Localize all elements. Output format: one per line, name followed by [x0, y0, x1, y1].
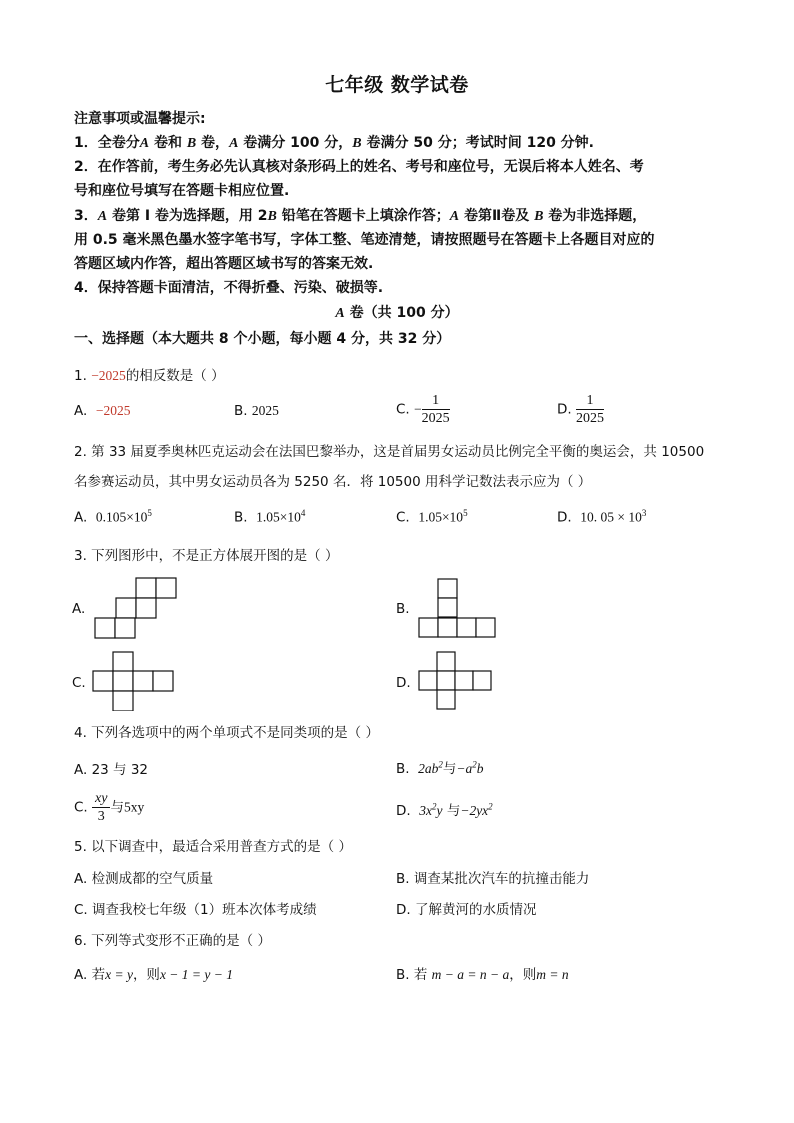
notes-heading: 注意事项或温馨提示: [74, 111, 206, 127]
q5-option-b: B. 调查某批次汽车的抗撞击能力 [396, 871, 590, 887]
part-1-heading: 一、选择题（本大题共 8 个小题，每小题 4 分，共 32 分） [74, 331, 451, 347]
q3-option-d-net [418, 651, 494, 711]
question-2-line-1: 2. 第 33 届夏季奥林匹克运动会在法国巴黎举办，这是首届男女运动员比例完全平衡的奥运会，共 10500 [74, 444, 705, 460]
q1-d-fraction: $\frac{1}{2025}$ [575, 393, 604, 426]
note-3-line-1: 3．A 卷第 Ⅰ 卷为选择题，用 2B 铅笔在答题卡上填涂作答；A 卷第Ⅱ卷及 B 卷为非选择题， [74, 208, 647, 224]
q1-c-fraction: $\frac{1}{2025}$ [421, 393, 450, 426]
q3-option-a-label: A. [72, 601, 86, 617]
q1-option-b: B. 2025 [234, 403, 279, 419]
q5-option-c: C. 调查我校七年级（1）班本次体考成绩 [74, 902, 317, 918]
question-1-stem: 1. −2025的相反数是（ ） [74, 368, 225, 384]
note-2-line-1: 2．在作答前，考生务必先认真核对条形码上的姓名、考号和座位号，无误后将本人姓名、考 [74, 159, 644, 175]
q5-option-a: A. 检测成都的空气质量 [74, 871, 214, 887]
q4-option-b: B. $2ab^2$与$-a^2b$ [396, 759, 484, 777]
question-6-stem: 6. 下列等式变形不正确的是（ ） [74, 933, 271, 949]
q2-option-c: C. $1.05\times 10^5$ [396, 508, 468, 526]
q1-option-c: C. − $\frac{1}{2025}$ [396, 393, 450, 426]
q2-option-d: D. 10. $05 \times 10^3$ [557, 508, 647, 526]
q1-option-d: D. $\frac{1}{2025}$ [557, 393, 604, 426]
note-4: 4．保持答题卡面清洁，不得折叠、污染、破损等. [74, 280, 384, 296]
q4-option-c: C. $\frac{xy}{3}$ 与5xy [74, 791, 145, 824]
q4-option-a: A. 23 与 32 [74, 762, 149, 778]
q6-option-b: B. 若 m − a = n − a，则m = n [396, 967, 569, 983]
q5-option-d: D. 了解黄河的水质情况 [396, 902, 537, 918]
note-3-line-2: 用 0.5 毫米黑色墨水签字笔书写，字体工整、笔迹清楚，请按照题号在答题卡上各题目对应的 [74, 232, 655, 248]
q3-option-b-net [418, 578, 496, 640]
q2-option-b: B. $1.05\times 10^4$ [234, 508, 306, 526]
question-3-stem: 3. 下列图形中，不是正方体展开图的是（ ） [74, 548, 339, 564]
question-5-stem: 5. 以下调查中，最适合采用普查方式的是（ ） [74, 839, 352, 855]
q3-option-a-net [94, 577, 180, 641]
q3-option-b-label: B. [396, 601, 410, 617]
q3-option-c-net [92, 651, 174, 711]
q3-option-c-label: C. [72, 675, 86, 691]
note-2-line-2: 号和座位号填写在答题卡相应位置. [74, 183, 290, 199]
q3-option-d-label: D. [396, 675, 411, 691]
q6-option-a: A. 若x = y，则x − 1 = y − 1 [74, 967, 234, 983]
question-4-stem: 4. 下列各选项中的两个单项式不是同类项的是（ ） [74, 725, 379, 741]
question-2-line-2: 名参赛运动员，其中男女运动员各为 5250 名．将 10500 用科学记数法表示应为（ ） [74, 474, 592, 490]
page-title: 七年级 数学试卷 [325, 74, 469, 96]
q1-option-a: A. −2025 [74, 403, 131, 419]
q4-option-d: D. $3x^2y$ 与$-2yx^2$ [396, 801, 493, 819]
section-a-heading: A 卷（共 100 分） [335, 305, 459, 321]
note-1: 1．全卷分A 卷和 B 卷，A 卷满分 100 分，B 卷满分 50 分；考试时间 120 分钟. [74, 135, 595, 151]
note-3-line-3: 答题区域内作答，超出答题区域书写的答案无效. [74, 256, 374, 272]
q2-option-a: A. $0.105\times 10^5$ [74, 508, 152, 526]
q4-c-fraction: $\frac{xy}{3}$ [92, 790, 110, 825]
